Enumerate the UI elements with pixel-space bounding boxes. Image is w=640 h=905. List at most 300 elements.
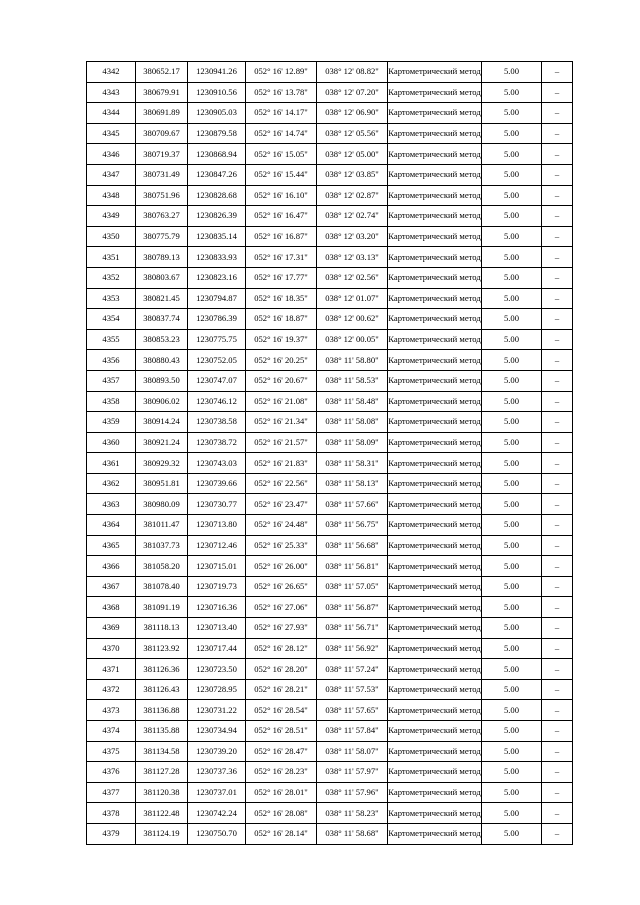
method-cell: Картометрический метод	[388, 329, 482, 350]
note-cell: –	[542, 185, 573, 206]
accuracy-cell: 5.00	[482, 494, 542, 515]
point-number-cell: 4377	[87, 782, 136, 803]
note-cell: –	[542, 618, 573, 639]
method-cell: Картометрический метод	[388, 370, 482, 391]
latitude-cell: 052° 16' 21.57"	[246, 432, 317, 453]
table-row	[87, 185, 573, 206]
point-number-cell: 4369	[87, 618, 136, 639]
y-coordinate-cell: 1230905.03	[188, 103, 246, 124]
method-cell: Картометрический метод	[388, 144, 482, 165]
longitude-cell: 038° 12' 03.20"	[317, 226, 388, 247]
method-cell: Картометрический метод	[388, 185, 482, 206]
table-row	[87, 515, 573, 536]
note-cell: –	[542, 391, 573, 412]
latitude-cell: 052° 16' 17.31"	[246, 247, 317, 268]
longitude-cell: 038° 12' 03.85"	[317, 164, 388, 185]
method-cell: Картометрический метод	[388, 576, 482, 597]
table-row	[87, 494, 573, 515]
point-number-cell: 4342	[87, 62, 136, 83]
x-coordinate-cell: 381123.92	[136, 638, 188, 659]
table-row	[87, 288, 573, 309]
longitude-cell: 038° 12' 08.82"	[317, 62, 388, 83]
longitude-cell: 038° 11' 57.96"	[317, 782, 388, 803]
x-coordinate-cell: 380837.74	[136, 309, 188, 330]
accuracy-cell: 5.00	[482, 350, 542, 371]
latitude-cell: 052° 16' 28.12"	[246, 638, 317, 659]
latitude-cell: 052° 16' 21.83"	[246, 453, 317, 474]
x-coordinate-cell: 380789.13	[136, 247, 188, 268]
note-cell: –	[542, 144, 573, 165]
latitude-cell: 052° 16' 21.08"	[246, 391, 317, 412]
x-coordinate-cell: 381122.48	[136, 803, 188, 824]
x-coordinate-cell: 381120.38	[136, 782, 188, 803]
accuracy-cell: 5.00	[482, 432, 542, 453]
accuracy-cell: 5.00	[482, 473, 542, 494]
point-number-cell: 4358	[87, 391, 136, 412]
note-cell: –	[542, 453, 573, 474]
table-row	[87, 618, 573, 639]
point-number-cell: 4372	[87, 679, 136, 700]
longitude-cell: 038° 11' 57.53"	[317, 679, 388, 700]
longitude-cell: 038° 12' 07.20"	[317, 82, 388, 103]
point-number-cell: 4354	[87, 309, 136, 330]
table-row	[87, 267, 573, 288]
note-cell: –	[542, 515, 573, 536]
method-cell: Картометрический метод	[388, 762, 482, 783]
table-row	[87, 473, 573, 494]
x-coordinate-cell: 380980.09	[136, 494, 188, 515]
y-coordinate-cell: 1230730.77	[188, 494, 246, 515]
method-cell: Картометрический метод	[388, 226, 482, 247]
longitude-cell: 038° 11' 56.87"	[317, 597, 388, 618]
note-cell: –	[542, 679, 573, 700]
longitude-cell: 038° 11' 57.24"	[317, 659, 388, 680]
point-number-cell: 4347	[87, 164, 136, 185]
accuracy-cell: 5.00	[482, 391, 542, 412]
note-cell: –	[542, 370, 573, 391]
point-number-cell: 4364	[87, 515, 136, 536]
accuracy-cell: 5.00	[482, 803, 542, 824]
latitude-cell: 052° 16' 28.21"	[246, 679, 317, 700]
accuracy-cell: 5.00	[482, 515, 542, 536]
x-coordinate-cell: 381078.40	[136, 576, 188, 597]
method-cell: Картометрический метод	[388, 391, 482, 412]
y-coordinate-cell: 1230738.58	[188, 412, 246, 433]
table-row	[87, 309, 573, 330]
note-cell: –	[542, 267, 573, 288]
table-row	[87, 329, 573, 350]
point-number-cell: 4360	[87, 432, 136, 453]
latitude-cell: 052° 16' 16.10"	[246, 185, 317, 206]
accuracy-cell: 5.00	[482, 309, 542, 330]
accuracy-cell: 5.00	[482, 62, 542, 83]
accuracy-cell: 5.00	[482, 535, 542, 556]
note-cell: –	[542, 494, 573, 515]
x-coordinate-cell: 380719.37	[136, 144, 188, 165]
table-row	[87, 164, 573, 185]
method-cell: Картометрический метод	[388, 62, 482, 83]
point-number-cell: 4351	[87, 247, 136, 268]
note-cell: –	[542, 473, 573, 494]
note-cell: –	[542, 700, 573, 721]
point-number-cell: 4355	[87, 329, 136, 350]
table-row	[87, 659, 573, 680]
table-row	[87, 638, 573, 659]
point-number-cell: 4352	[87, 267, 136, 288]
table-row	[87, 762, 573, 783]
table-row	[87, 247, 573, 268]
table-row	[87, 700, 573, 721]
note-cell: –	[542, 309, 573, 330]
accuracy-cell: 5.00	[482, 370, 542, 391]
table-row	[87, 741, 573, 762]
point-number-cell: 4376	[87, 762, 136, 783]
point-number-cell: 4356	[87, 350, 136, 371]
method-cell: Картометрический метод	[388, 823, 482, 844]
y-coordinate-cell: 1230738.72	[188, 432, 246, 453]
point-number-cell: 4348	[87, 185, 136, 206]
y-coordinate-cell: 1230750.70	[188, 823, 246, 844]
point-number-cell: 4357	[87, 370, 136, 391]
longitude-cell: 038° 12' 02.56"	[317, 267, 388, 288]
y-coordinate-cell: 1230835.14	[188, 226, 246, 247]
longitude-cell: 038° 11' 56.71"	[317, 618, 388, 639]
y-coordinate-cell: 1230712.46	[188, 535, 246, 556]
x-coordinate-cell: 380763.27	[136, 206, 188, 227]
method-cell: Картометрический метод	[388, 679, 482, 700]
longitude-cell: 038° 12' 03.13"	[317, 247, 388, 268]
accuracy-cell: 5.00	[482, 762, 542, 783]
accuracy-cell: 5.00	[482, 267, 542, 288]
accuracy-cell: 5.00	[482, 638, 542, 659]
accuracy-cell: 5.00	[482, 453, 542, 474]
accuracy-cell: 5.00	[482, 659, 542, 680]
table-row	[87, 144, 573, 165]
longitude-cell: 038° 11' 58.13"	[317, 473, 388, 494]
method-cell: Картометрический метод	[388, 556, 482, 577]
y-coordinate-cell: 1230826.39	[188, 206, 246, 227]
latitude-cell: 052° 16' 21.34"	[246, 412, 317, 433]
latitude-cell: 052° 16' 28.08"	[246, 803, 317, 824]
longitude-cell: 038° 12' 00.05"	[317, 329, 388, 350]
y-coordinate-cell: 1230833.93	[188, 247, 246, 268]
note-cell: –	[542, 659, 573, 680]
y-coordinate-cell: 1230723.50	[188, 659, 246, 680]
note-cell: –	[542, 782, 573, 803]
point-number-cell: 4345	[87, 123, 136, 144]
longitude-cell: 038° 11' 58.09"	[317, 432, 388, 453]
note-cell: –	[542, 226, 573, 247]
method-cell: Картометрический метод	[388, 741, 482, 762]
table-row	[87, 226, 573, 247]
accuracy-cell: 5.00	[482, 226, 542, 247]
point-number-cell: 4379	[87, 823, 136, 844]
x-coordinate-cell: 381136.88	[136, 700, 188, 721]
point-number-cell: 4375	[87, 741, 136, 762]
latitude-cell: 052° 16' 23.47"	[246, 494, 317, 515]
latitude-cell: 052° 16' 15.05"	[246, 144, 317, 165]
method-cell: Картометрический метод	[388, 432, 482, 453]
accuracy-cell: 5.00	[482, 721, 542, 742]
accuracy-cell: 5.00	[482, 412, 542, 433]
longitude-cell: 038° 11' 58.31"	[317, 453, 388, 474]
note-cell: –	[542, 803, 573, 824]
x-coordinate-cell: 380775.79	[136, 226, 188, 247]
longitude-cell: 038° 11' 58.68"	[317, 823, 388, 844]
table-row	[87, 453, 573, 474]
y-coordinate-cell: 1230737.01	[188, 782, 246, 803]
method-cell: Картометрический метод	[388, 535, 482, 556]
longitude-cell: 038° 12' 00.62"	[317, 309, 388, 330]
accuracy-cell: 5.00	[482, 618, 542, 639]
y-coordinate-cell: 1230715.01	[188, 556, 246, 577]
table-row	[87, 82, 573, 103]
accuracy-cell: 5.00	[482, 823, 542, 844]
coordinates-table	[86, 61, 573, 845]
method-cell: Картометрический метод	[388, 782, 482, 803]
x-coordinate-cell: 381127.28	[136, 762, 188, 783]
point-number-cell: 4343	[87, 82, 136, 103]
method-cell: Картометрический метод	[388, 803, 482, 824]
method-cell: Картометрический метод	[388, 515, 482, 536]
accuracy-cell: 5.00	[482, 700, 542, 721]
accuracy-cell: 5.00	[482, 123, 542, 144]
method-cell: Картометрический метод	[388, 309, 482, 330]
table-row	[87, 576, 573, 597]
x-coordinate-cell: 381037.73	[136, 535, 188, 556]
accuracy-cell: 5.00	[482, 206, 542, 227]
method-cell: Картометрический метод	[388, 164, 482, 185]
latitude-cell: 052° 16' 25.33"	[246, 535, 317, 556]
table-row	[87, 412, 573, 433]
y-coordinate-cell: 1230743.03	[188, 453, 246, 474]
y-coordinate-cell: 1230752.05	[188, 350, 246, 371]
latitude-cell: 052° 16' 28.23"	[246, 762, 317, 783]
method-cell: Картометрический метод	[388, 247, 482, 268]
x-coordinate-cell: 380821.45	[136, 288, 188, 309]
y-coordinate-cell: 1230868.94	[188, 144, 246, 165]
note-cell: –	[542, 82, 573, 103]
method-cell: Картометрический метод	[388, 494, 482, 515]
method-cell: Картометрический метод	[388, 473, 482, 494]
y-coordinate-cell: 1230794.87	[188, 288, 246, 309]
y-coordinate-cell: 1230941.26	[188, 62, 246, 83]
longitude-cell: 038° 12' 06.90"	[317, 103, 388, 124]
note-cell: –	[542, 556, 573, 577]
y-coordinate-cell: 1230823.16	[188, 267, 246, 288]
longitude-cell: 038° 11' 56.92"	[317, 638, 388, 659]
latitude-cell: 052° 16' 13.78"	[246, 82, 317, 103]
point-number-cell: 4374	[87, 721, 136, 742]
table-row	[87, 370, 573, 391]
latitude-cell: 052° 16' 26.65"	[246, 576, 317, 597]
accuracy-cell: 5.00	[482, 103, 542, 124]
table-row	[87, 123, 573, 144]
longitude-cell: 038° 11' 56.68"	[317, 535, 388, 556]
table-row	[87, 782, 573, 803]
note-cell: –	[542, 350, 573, 371]
note-cell: –	[542, 597, 573, 618]
y-coordinate-cell: 1230734.94	[188, 721, 246, 742]
latitude-cell: 052° 16' 26.00"	[246, 556, 317, 577]
note-cell: –	[542, 123, 573, 144]
note-cell: –	[542, 638, 573, 659]
accuracy-cell: 5.00	[482, 782, 542, 803]
longitude-cell: 038° 11' 56.81"	[317, 556, 388, 577]
accuracy-cell: 5.00	[482, 164, 542, 185]
method-cell: Картометрический метод	[388, 597, 482, 618]
y-coordinate-cell: 1230775.75	[188, 329, 246, 350]
accuracy-cell: 5.00	[482, 679, 542, 700]
y-coordinate-cell: 1230731.22	[188, 700, 246, 721]
latitude-cell: 052° 16' 17.77"	[246, 267, 317, 288]
method-cell: Картометрический метод	[388, 267, 482, 288]
y-coordinate-cell: 1230910.56	[188, 82, 246, 103]
x-coordinate-cell: 380914.24	[136, 412, 188, 433]
table-row	[87, 823, 573, 844]
y-coordinate-cell: 1230713.40	[188, 618, 246, 639]
latitude-cell: 052° 16' 18.35"	[246, 288, 317, 309]
x-coordinate-cell: 381126.43	[136, 679, 188, 700]
latitude-cell: 052° 16' 28.47"	[246, 741, 317, 762]
longitude-cell: 038° 11' 57.97"	[317, 762, 388, 783]
table-row	[87, 679, 573, 700]
longitude-cell: 038° 11' 57.84"	[317, 721, 388, 742]
longitude-cell: 038° 11' 58.23"	[317, 803, 388, 824]
note-cell: –	[542, 721, 573, 742]
method-cell: Картометрический метод	[388, 618, 482, 639]
note-cell: –	[542, 329, 573, 350]
longitude-cell: 038° 11' 58.08"	[317, 412, 388, 433]
longitude-cell: 038° 12' 02.87"	[317, 185, 388, 206]
note-cell: –	[542, 247, 573, 268]
point-number-cell: 4367	[87, 576, 136, 597]
longitude-cell: 038° 11' 58.07"	[317, 741, 388, 762]
method-cell: Картометрический метод	[388, 103, 482, 124]
latitude-cell: 052° 16' 14.74"	[246, 123, 317, 144]
table-row	[87, 535, 573, 556]
note-cell: –	[542, 823, 573, 844]
method-cell: Картометрический метод	[388, 700, 482, 721]
y-coordinate-cell: 1230717.44	[188, 638, 246, 659]
accuracy-cell: 5.00	[482, 556, 542, 577]
x-coordinate-cell: 380679.91	[136, 82, 188, 103]
note-cell: –	[542, 535, 573, 556]
method-cell: Картометрический метод	[388, 721, 482, 742]
point-number-cell: 4349	[87, 206, 136, 227]
x-coordinate-cell: 380751.96	[136, 185, 188, 206]
accuracy-cell: 5.00	[482, 82, 542, 103]
point-number-cell: 4363	[87, 494, 136, 515]
table-row	[87, 62, 573, 83]
x-coordinate-cell: 380906.02	[136, 391, 188, 412]
x-coordinate-cell: 381058.20	[136, 556, 188, 577]
longitude-cell: 038° 11' 58.53"	[317, 370, 388, 391]
latitude-cell: 052° 16' 27.06"	[246, 597, 317, 618]
accuracy-cell: 5.00	[482, 247, 542, 268]
accuracy-cell: 5.00	[482, 597, 542, 618]
y-coordinate-cell: 1230737.36	[188, 762, 246, 783]
point-number-cell: 4359	[87, 412, 136, 433]
latitude-cell: 052° 16' 18.87"	[246, 309, 317, 330]
y-coordinate-cell: 1230739.20	[188, 741, 246, 762]
x-coordinate-cell: 381135.88	[136, 721, 188, 742]
point-number-cell: 4371	[87, 659, 136, 680]
latitude-cell: 052° 16' 24.48"	[246, 515, 317, 536]
x-coordinate-cell: 380803.67	[136, 267, 188, 288]
x-coordinate-cell: 381124.19	[136, 823, 188, 844]
table-body	[87, 62, 573, 845]
table-row	[87, 803, 573, 824]
point-number-cell: 4365	[87, 535, 136, 556]
accuracy-cell: 5.00	[482, 288, 542, 309]
latitude-cell: 052° 16' 20.67"	[246, 370, 317, 391]
method-cell: Картометрический метод	[388, 659, 482, 680]
x-coordinate-cell: 380921.24	[136, 432, 188, 453]
latitude-cell: 052° 16' 28.14"	[246, 823, 317, 844]
method-cell: Картометрический метод	[388, 412, 482, 433]
y-coordinate-cell: 1230747.07	[188, 370, 246, 391]
table-row	[87, 597, 573, 618]
point-number-cell: 4378	[87, 803, 136, 824]
latitude-cell: 052° 16' 28.51"	[246, 721, 317, 742]
point-number-cell: 4370	[87, 638, 136, 659]
longitude-cell: 038° 11' 56.75"	[317, 515, 388, 536]
method-cell: Картометрический метод	[388, 350, 482, 371]
method-cell: Картометрический метод	[388, 206, 482, 227]
latitude-cell: 052° 16' 28.01"	[246, 782, 317, 803]
longitude-cell: 038° 12' 02.74"	[317, 206, 388, 227]
x-coordinate-cell: 380853.23	[136, 329, 188, 350]
accuracy-cell: 5.00	[482, 144, 542, 165]
note-cell: –	[542, 288, 573, 309]
x-coordinate-cell: 381091.19	[136, 597, 188, 618]
longitude-cell: 038° 12' 05.56"	[317, 123, 388, 144]
note-cell: –	[542, 576, 573, 597]
y-coordinate-cell: 1230847.26	[188, 164, 246, 185]
point-number-cell: 4366	[87, 556, 136, 577]
y-coordinate-cell: 1230739.66	[188, 473, 246, 494]
y-coordinate-cell: 1230742.24	[188, 803, 246, 824]
x-coordinate-cell: 381134.58	[136, 741, 188, 762]
point-number-cell: 4368	[87, 597, 136, 618]
x-coordinate-cell: 380893.50	[136, 370, 188, 391]
x-coordinate-cell: 380652.17	[136, 62, 188, 83]
y-coordinate-cell: 1230828.68	[188, 185, 246, 206]
x-coordinate-cell: 381011.47	[136, 515, 188, 536]
note-cell: –	[542, 762, 573, 783]
note-cell: –	[542, 741, 573, 762]
latitude-cell: 052° 16' 19.37"	[246, 329, 317, 350]
x-coordinate-cell: 380709.67	[136, 123, 188, 144]
accuracy-cell: 5.00	[482, 185, 542, 206]
latitude-cell: 052° 16' 20.25"	[246, 350, 317, 371]
note-cell: –	[542, 432, 573, 453]
latitude-cell: 052° 16' 22.56"	[246, 473, 317, 494]
table-row	[87, 350, 573, 371]
x-coordinate-cell: 381126.36	[136, 659, 188, 680]
x-coordinate-cell: 381118.13	[136, 618, 188, 639]
point-number-cell: 4346	[87, 144, 136, 165]
x-coordinate-cell: 380731.49	[136, 164, 188, 185]
note-cell: –	[542, 412, 573, 433]
table-row	[87, 432, 573, 453]
accuracy-cell: 5.00	[482, 329, 542, 350]
point-number-cell: 4373	[87, 700, 136, 721]
x-coordinate-cell: 380951.81	[136, 473, 188, 494]
longitude-cell: 038° 12' 05.00"	[317, 144, 388, 165]
accuracy-cell: 5.00	[482, 741, 542, 762]
